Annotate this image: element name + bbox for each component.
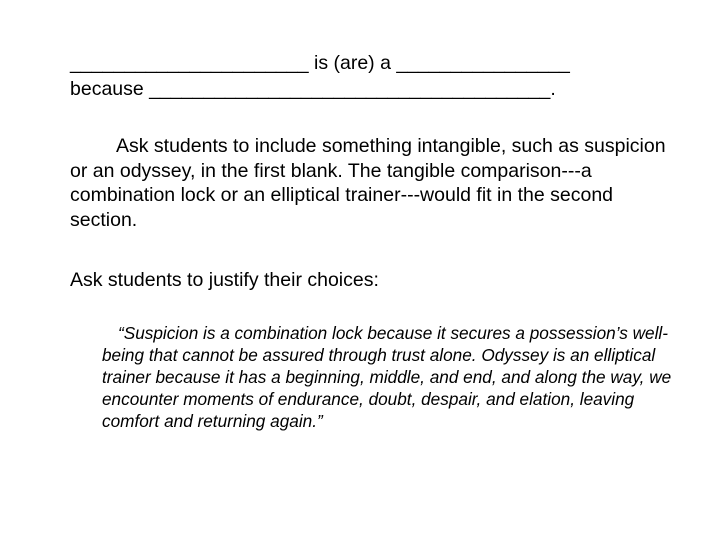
template-line-1: ______________________ is (are) a ________________ xyxy=(70,52,570,74)
example-quote: “Suspicion is a combination lock because it secures a possession’s well-being that cannot be assured through trust alone. Odyssey is an elliptical trainer because it has a beginning, middle, and end, and along the way, we encounter moments of endurance, doubt, despair, and elation, leaving comfort and returning again.” xyxy=(102,323,672,431)
template-line-2: because _____________________________________. xyxy=(70,78,556,100)
justify-heading: Ask students to justify their choices: xyxy=(70,269,379,291)
fill-in-blank-template xyxy=(70,50,690,102)
instruction-paragraph: Ask students to include something intangible, such as suspicion or an odyssey, in the first blank. The tangible comparison---a combination lock or an elliptical trainer---would fit in the second section. xyxy=(70,135,666,231)
